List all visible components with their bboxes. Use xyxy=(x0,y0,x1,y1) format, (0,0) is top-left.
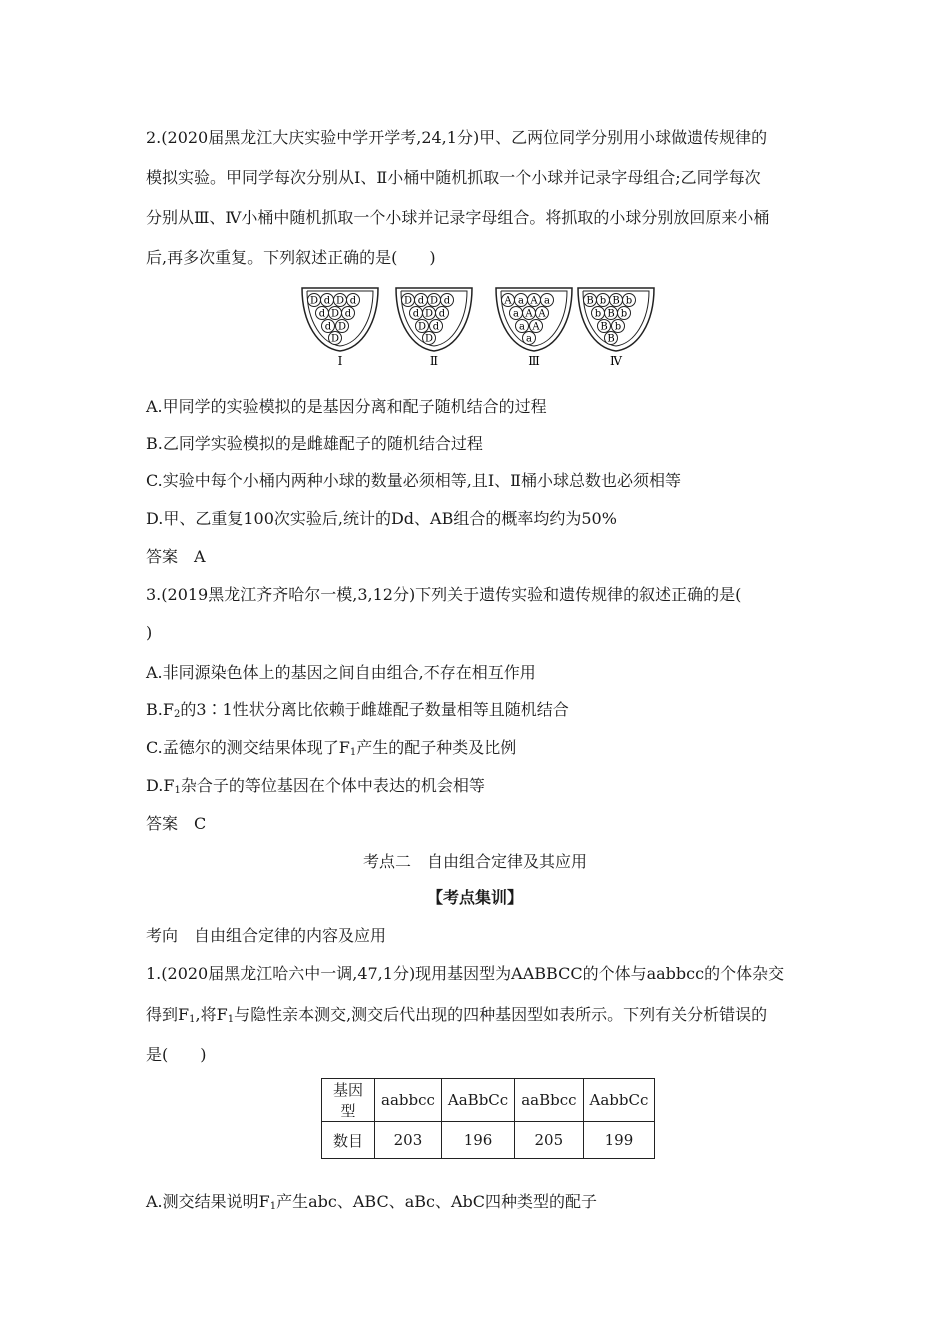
q1-stem-line-1: 1.(2020届黑龙江哈六中一调,47,1分)现用基因型为AABBCC的个体与aabbcc的个体杂交 xyxy=(146,964,785,983)
q3-option-a: A.非同源染色体上的基因之间自由组合,不存在相互作用 xyxy=(146,663,536,682)
bucket xyxy=(578,288,654,368)
ball-letter: d xyxy=(323,295,331,307)
table-header-cell: 基因型 xyxy=(322,1079,375,1122)
ball-letter: d xyxy=(432,321,440,333)
buckets-figure xyxy=(295,283,665,368)
table-cell: 203 xyxy=(375,1122,442,1159)
section-direction: 考向 自由组合定律的内容及应用 xyxy=(146,926,387,945)
q1-option-a: A.测交结果说明$F_1$产生abc、ABC、aBc、AbC四种类型的配子 xyxy=(146,1192,598,1212)
table-cell: 数目 xyxy=(322,1122,375,1159)
ball-letter: D xyxy=(403,295,413,307)
table-header-cell: aabbcc xyxy=(375,1079,442,1122)
ball-letter: d xyxy=(324,321,332,333)
ball-letter: A xyxy=(504,295,512,307)
table-cell: 205 xyxy=(515,1122,583,1159)
ball-letter: d xyxy=(344,308,352,320)
ball-letter: d xyxy=(349,295,357,307)
ball-letter: D xyxy=(424,333,434,345)
bucket-label: Ⅲ xyxy=(528,354,540,368)
ball-letter: a xyxy=(513,308,519,320)
ball-letter: D xyxy=(424,308,434,320)
q2-option-b: B.乙同学实验模拟的是雌雄配子的随机结合过程 xyxy=(146,434,483,453)
section-title: 考点二 自由组合定律及其应用 xyxy=(362,852,587,871)
q3-option-b: $B.F_2$的3∶1性状分离比依赖于雌雄配子数量相等且随机结合 xyxy=(146,700,569,720)
bucket-label: Ⅰ xyxy=(337,354,343,368)
q2-option-c: C.实验中每个小桶内两种小球的数量必须相等,且Ⅰ、Ⅱ桶小球总数也必须相等 xyxy=(146,471,682,490)
table-header-cell: aaBbcc xyxy=(515,1079,583,1122)
ball-letter: D xyxy=(417,321,427,333)
q2-option-a: A.甲同学的实验模拟的是基因分离和配子随机结合的过程 xyxy=(146,397,547,416)
ball-letter: D xyxy=(309,295,319,307)
ball-letter: D xyxy=(335,295,345,307)
q1-stem-line-2: 得到$F_1$,将$F_1$与隐性亲本测交,测交后代出现的四种基因型如表所示。下列有关分析错误的 xyxy=(146,1005,768,1025)
ball-letter: b xyxy=(625,295,633,307)
ball-letter: b xyxy=(620,308,628,320)
ball-letter: A xyxy=(538,308,546,320)
ball-letter: d xyxy=(438,308,446,320)
ball-letter: d xyxy=(412,308,420,320)
ball-letter: A xyxy=(530,295,538,307)
q2-stem-line-3: 分别从Ⅲ、Ⅳ小桶中随机抓取一个小球并记录字母组合。将抓取的小球分别放回原来小桶 xyxy=(146,208,770,227)
q3-option-c: C.孟德尔的测交结果体现了$F_1$产生的配子种类及比例 xyxy=(146,738,517,758)
section-subtitle: 【考点集训】 xyxy=(426,888,523,907)
ball-letter: a xyxy=(544,295,550,307)
q3-stem-line-2: ) xyxy=(146,623,153,642)
bucket-label: Ⅱ xyxy=(429,354,439,368)
ball-letter: a xyxy=(526,333,532,345)
table-header-cell: AabbCc xyxy=(583,1079,655,1122)
ball-letter: B xyxy=(612,295,620,307)
ball-letter: b xyxy=(599,295,607,307)
ball-letter: a xyxy=(519,321,525,333)
bucket xyxy=(496,288,572,368)
ball-letter: d xyxy=(417,295,425,307)
ball-letter: b xyxy=(594,308,602,320)
q2-option-d: D.甲、乙重复100次实验后,统计的Dd、AB组合的概率均约为50% xyxy=(146,509,617,528)
q2-answer: 答案 A xyxy=(146,547,206,566)
ball-letter: B xyxy=(586,295,594,307)
table-cell: 199 xyxy=(583,1122,655,1159)
table-header-row xyxy=(322,1079,655,1122)
ball-letter: B xyxy=(607,333,615,345)
ball-letter: A xyxy=(525,308,533,320)
ball-letter: D xyxy=(330,333,340,345)
ball-letter: B xyxy=(600,321,608,333)
genotype-table xyxy=(321,1078,655,1159)
q1-stem-line-3: 是( ) xyxy=(146,1045,207,1064)
ball-letter: d xyxy=(318,308,326,320)
ball-letter: A xyxy=(532,321,540,333)
ball-letter: D xyxy=(337,321,347,333)
q3-stem-line-1: 3.(2019黑龙江齐齐哈尔一模,3,12分)下列关于遗传实验和遗传规律的叙述正确的是( xyxy=(146,585,742,604)
bucket xyxy=(396,288,472,368)
ball-letter: D xyxy=(330,308,340,320)
table-header-cell: AaBbCc xyxy=(441,1079,514,1122)
bucket xyxy=(302,288,378,368)
ball-letter: d xyxy=(443,295,451,307)
ball-letter: b xyxy=(614,321,622,333)
ball-letter: D xyxy=(429,295,439,307)
q3-answer: 答案 C xyxy=(146,814,207,833)
q2-stem-line-1: 2.(2020届黑龙江大庆实验中学开学考,24,1分)甲、乙两位同学分别用小球做遗传规律的 xyxy=(146,128,768,147)
q3-option-d: $D.F_1$杂合子的等位基因在个体中表达的机会相等 xyxy=(146,776,485,796)
q2-stem-line-4: 后,再多次重复。下列叙述正确的是( ) xyxy=(146,248,436,267)
bucket-label: Ⅳ xyxy=(610,354,622,368)
table-cell: 196 xyxy=(441,1122,514,1159)
q2-stem-line-2: 模拟实验。甲同学每次分别从Ⅰ、Ⅱ小桶中随机抓取一个小球并记录字母组合;乙同学每次 xyxy=(146,168,761,187)
ball-letter: B xyxy=(607,308,615,320)
table-row xyxy=(322,1122,655,1159)
ball-letter: a xyxy=(518,295,524,307)
